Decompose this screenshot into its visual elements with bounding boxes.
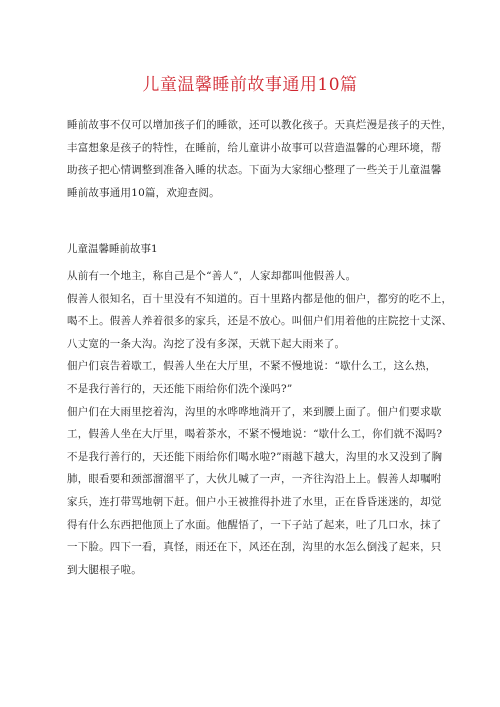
section-heading: 儿童温馨睡前故事1 [67, 243, 158, 255]
story-line: 喝不上。假善人养着很多的家兵，还是不放心。叫佃户们用着他的庄院挖十丈深、 [67, 315, 453, 328]
story-line: 从前有一个地主，称自己是个“善人”，人家却都叫他假善人。 [67, 270, 357, 282]
story-line: 假善人很知名，百十里没有不知道的。百十里路内都是他的佃户，都穷的吃不上， [67, 292, 453, 305]
story-line: 家兵，连打带骂地朝下赶。佃户小王被推得扑进了水里，正在昏昏迷迷的，却觉 [67, 495, 442, 508]
story-line: 到大腿根子啦。 [67, 563, 142, 576]
story-line: 不是我行善行的，天还能下雨给你们洗个澡吗?” [67, 382, 293, 395]
story-body [67, 265, 453, 581]
story-line: 不是我行善行的，天还能下雨给你们喝水啦?”雨越下越大，沟里的水又没到了胸 [67, 450, 443, 463]
intro-line: 睡前故事不仅可以增加孩子们的睡欲，还可以教化孩子。天真烂漫是孩子的天性， [67, 119, 453, 131]
story-line: 一下脸。四下一看，真怪，雨还在下，风还在刮，沟里的水怎么倒浅了起来，只 [67, 541, 442, 554]
story-line: 佃户们哀告着歇工，假善人坐在大厅里，不紧不慢地说：“歇什么工，这么热， [67, 360, 437, 373]
intro-paragraph [67, 114, 453, 204]
intro-line: 助孩子把心情调整到准备入睡的状态。下面为大家细心整理了一些关于儿童温馨 [67, 164, 442, 177]
story-line: 工，假善人坐在大厅里，喝着茶水，不紧不慢地说：“歇什么工，你们就不渴吗? [67, 428, 443, 441]
story-line: 得有什么东西把他顶上了水面。他醒悟了，一下子站了起来，吐了几口水，抹了 [67, 518, 442, 531]
intro-line: 睡前故事通用10篇，欢迎查阅。 [67, 186, 220, 199]
story-line: 佃户们在大雨里挖着沟，沟里的水哗哗地淌开了，来到腰上面了。佃户们要求歇 [67, 405, 442, 418]
story-line: 肺，眼看要和颈部溜溜平了，大伙儿喊了一声，一齐往沟沿上上。假善人却嘱咐 [67, 473, 442, 486]
intro-line: 丰富想象是孩子的特性，在睡前，给儿童讲小故事可以营造温馨的心理环境，帮 [67, 141, 442, 154]
story-line: 八丈宽的一条大沟。沟挖了没有多深，天就下起大雨来了。 [67, 337, 346, 350]
document-title: 儿童温馨睡前故事通用10篇 [142, 75, 358, 95]
